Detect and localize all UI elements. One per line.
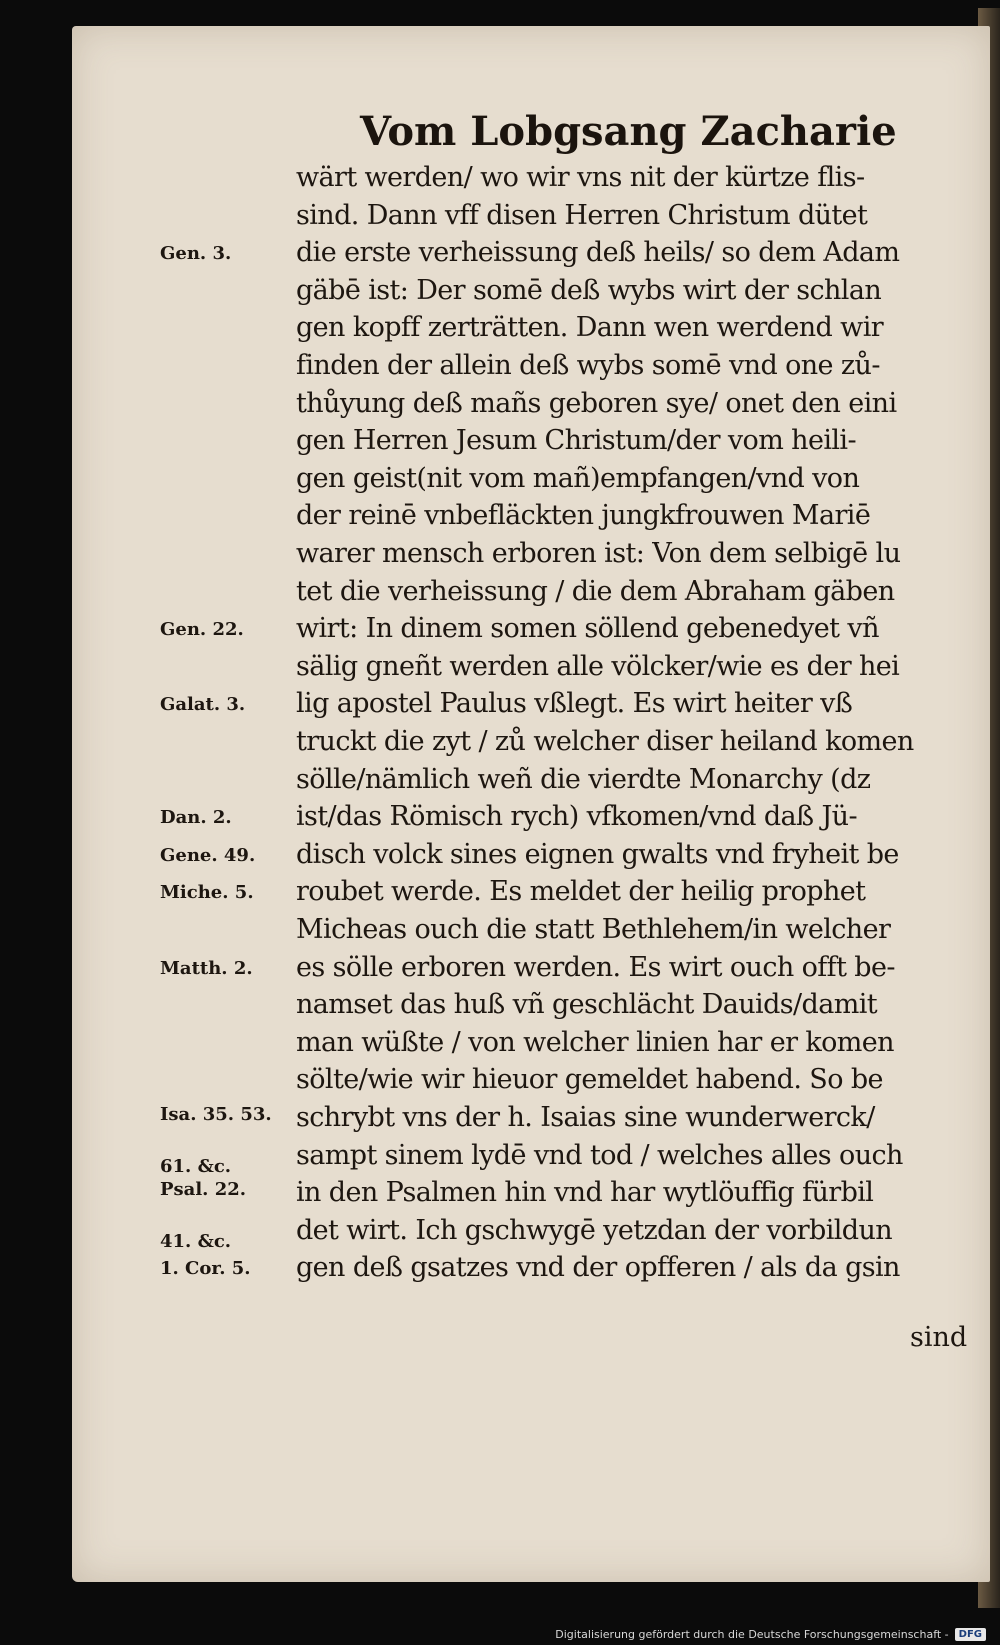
margin-note: Gen. 22.: [160, 619, 244, 640]
margin-note: Matth. 2.: [160, 958, 253, 979]
text-line: wirt: In dinem somen söllend gebenedyet vñ: [296, 613, 879, 644]
margin-note: Miche. 5.: [160, 882, 254, 903]
text-line: gen Herren Jesum Christum/der vom heili-: [296, 425, 856, 456]
text-line: lig apostel Paulus vßlegt. Es wirt heiter vß: [296, 688, 853, 719]
text-line: namset das huß vñ geschlächt Dauids/damit: [296, 989, 877, 1020]
margin-note: 1. Cor. 5.: [160, 1258, 251, 1279]
catchword: sind: [910, 1322, 968, 1353]
text-line: Micheas ouch die statt Bethlehem/in welcher: [296, 914, 891, 945]
text-line: sölle/nämlich weñ die vierdte Monarchy (dz: [296, 764, 871, 795]
text-line: gen geist(nit vom mañ)empfangen/vnd von: [296, 463, 860, 494]
text-line: gäbē ist: Der somē deß wybs wirt der schlan: [296, 275, 882, 306]
text-line: truckt die zyt / zů welcher diser heiland komen: [296, 726, 914, 757]
text-line: disch volck sines eignen gwalts vnd fryheit be: [296, 839, 899, 870]
text-line: sölte/wie wir hieuor gemeldet habend. So be: [296, 1064, 883, 1095]
dfg-logo: DFG: [955, 1628, 986, 1641]
text-line: gen kopff zerträtten. Dann wen werdend wir: [296, 312, 884, 343]
text-line: wärt werden/ wo wir vns nit der kürtze flis-: [296, 162, 865, 193]
margin-note: Isa. 35. 53.: [160, 1104, 272, 1125]
digitization-footer: [555, 1628, 986, 1641]
margin-note: 61. &c.: [160, 1156, 232, 1177]
margin-note: 41. &c.: [160, 1231, 232, 1252]
text-line: man wüßte / von welcher linien har er komen: [296, 1027, 894, 1058]
text-line: sind. Dann vff disen Herren Christum dütet: [296, 200, 868, 231]
margin-note: Galat. 3.: [160, 694, 246, 715]
margin-note: Gen. 3.: [160, 243, 232, 264]
running-header: Vom Lobgsang Zacharie: [360, 108, 897, 155]
text-line: det wirt. Ich gschwygē yetzdan der vorbildun: [296, 1215, 893, 1246]
text-line: die erste verheissung deß heils/ so dem Adam: [296, 237, 900, 268]
text-line: finden der allein deß wybs somē vnd one zů-: [296, 350, 880, 381]
text-line: warer mensch erboren ist: Von dem selbigē lu: [296, 538, 901, 569]
text-line: schrybt vns der h. Isaias sine wunderwerck/: [296, 1102, 875, 1133]
text-line: der reinē vnbefläckten jungkfrouwen Mariē: [296, 500, 871, 531]
text-line: roubet werde. Es meldet der heilig prophet: [296, 876, 866, 907]
footer-credit: Digitalisierung gefördert durch die Deutsche Forschungsgemeinschaft -: [555, 1628, 949, 1641]
text-line: es sölle erboren werden. Es wirt ouch offt be-: [296, 952, 895, 983]
text-line: gen deß gsatzes vnd der opfferen / als da gsin: [296, 1252, 900, 1283]
margin-note: Gene. 49.: [160, 845, 256, 866]
text-line: ist/das Römisch rych) vfkomen/vnd daß Jü-: [296, 801, 857, 832]
text-line: thůyung deß mañs geboren sye/ onet den eini: [296, 388, 897, 419]
text-line: in den Psalmen hin vnd har wytlöuffig fürbil: [296, 1177, 874, 1208]
text-line: sampt sinem lydē vnd tod / welches alles ouch: [296, 1140, 903, 1171]
text-line: sälig gneñt werden alle völcker/wie es der hei: [296, 651, 900, 682]
text-line: tet die verheissung / die dem Abraham gäben: [296, 576, 895, 607]
margin-note: Dan. 2.: [160, 807, 232, 828]
margin-note: Psal. 22.: [160, 1179, 247, 1200]
